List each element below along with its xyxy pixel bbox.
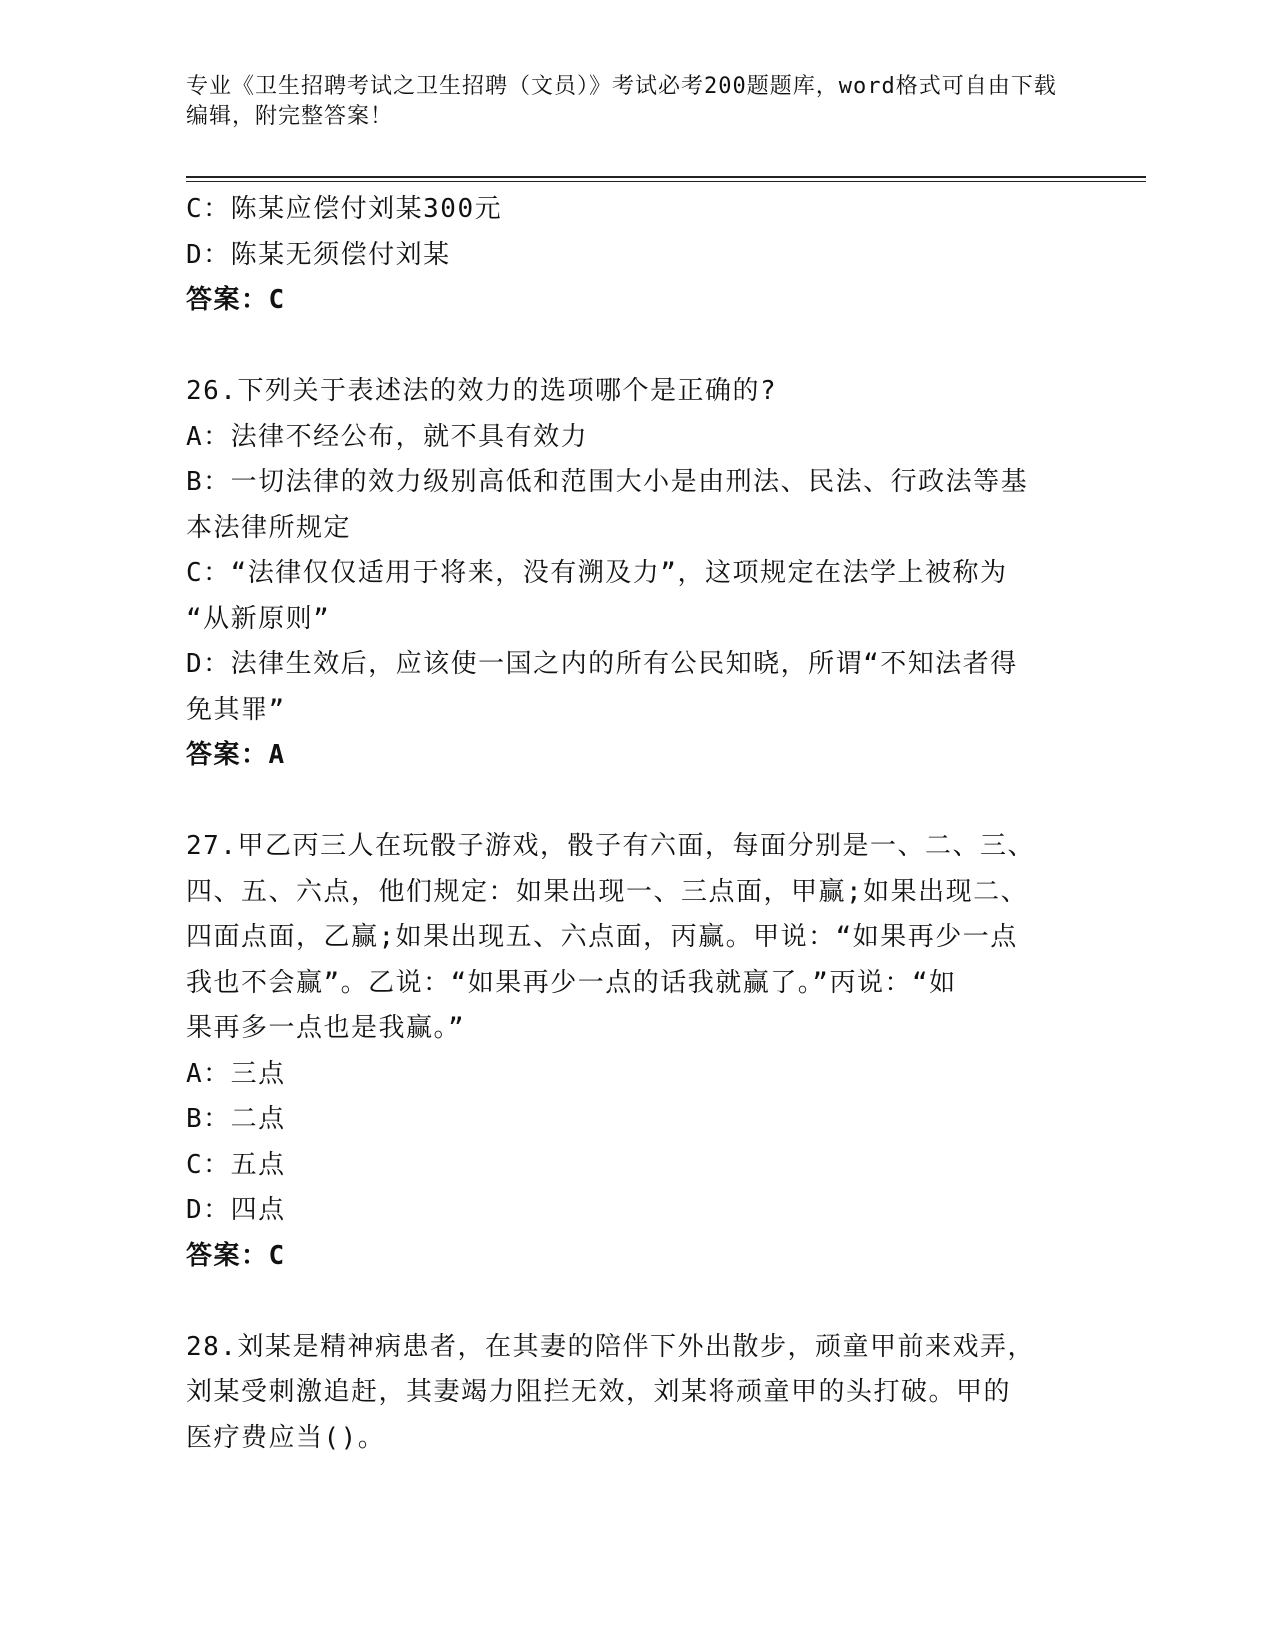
text-line: 我也不会赢”。乙说：“如果再少一点的话我就赢了。”丙说：“如 (186, 967, 957, 998)
text-line: D：四点 (186, 1195, 286, 1225)
answer-line: 答案：A (186, 740, 286, 770)
text-line: C：“法律仅仅适用于将来，没有溯及力”，这项规定在法学上被称为 (186, 558, 1008, 588)
text-line: A：三点 (186, 1058, 286, 1089)
text-line: B：二点 (186, 1104, 286, 1134)
block-spacer (186, 324, 1066, 370)
text-line: 27.甲乙丙三人在玩骰子游戏，骰子有六面，每面分别是一、二、三、 (186, 831, 1035, 861)
text-line: C：五点 (186, 1149, 286, 1180)
text-line: 免其罪” (186, 694, 286, 725)
answer-line: 答案：C (186, 1240, 286, 1271)
question-block (186, 369, 1066, 779)
question-block (186, 824, 1066, 1279)
text-line: 果再多一点也是我赢。” (186, 1013, 466, 1043)
block-spacer (186, 1279, 1066, 1325)
header-rule-thin (186, 181, 1146, 182)
text-line: 28.刘某是精神病患者，在其妻的陪伴下外出散步，顽童甲前来戏弄， (186, 1331, 1035, 1362)
text-line: 医疗费应当()。 (186, 1422, 386, 1453)
question-content (186, 187, 1066, 1461)
question-block (186, 1325, 1066, 1462)
text-line: 刘某受刺激追赶，其妻竭力阻拦无效，刘某将顽童甲的头打破。甲的 (186, 1377, 1012, 1407)
text-line: B：一切法律的效力级别高低和范围大小是由刑法、民法、行政法等基 (186, 467, 1029, 497)
text-line: D：陈某无须偿付刘某 (186, 239, 451, 270)
text-line: 四、五、六点，他们规定：如果出现一、三点面，甲赢;如果出现二、 (186, 876, 1029, 907)
text-line: A：法律不经公布，就不具有效力 (186, 421, 589, 452)
text-line: C：陈某应偿付刘某300元 (186, 194, 503, 224)
block-spacer (186, 779, 1066, 825)
text-line: 26.下列关于表述法的效力的选项哪个是正确的? (186, 376, 778, 406)
text-line: “从新原则” (186, 603, 331, 634)
header-text: 专业《卫生招聘考试之卫生招聘（文员）》考试必考200题题库，word格式可自由下载编辑，附完整答案！ (186, 74, 1057, 129)
text-line: 本法律所规定 (186, 512, 352, 543)
text-line: 四面点面，乙赢;如果出现五、六点面，丙赢。甲说：“如果再少一点 (186, 922, 1018, 952)
answer-line: 答案：C (186, 285, 286, 315)
header-rule-thick (186, 176, 1146, 178)
question-block (186, 187, 1066, 324)
text-line: D：法律生效后，应该使一国之内的所有公民知晓，所谓“不知法者得 (186, 649, 1018, 679)
page-header (186, 72, 1066, 132)
